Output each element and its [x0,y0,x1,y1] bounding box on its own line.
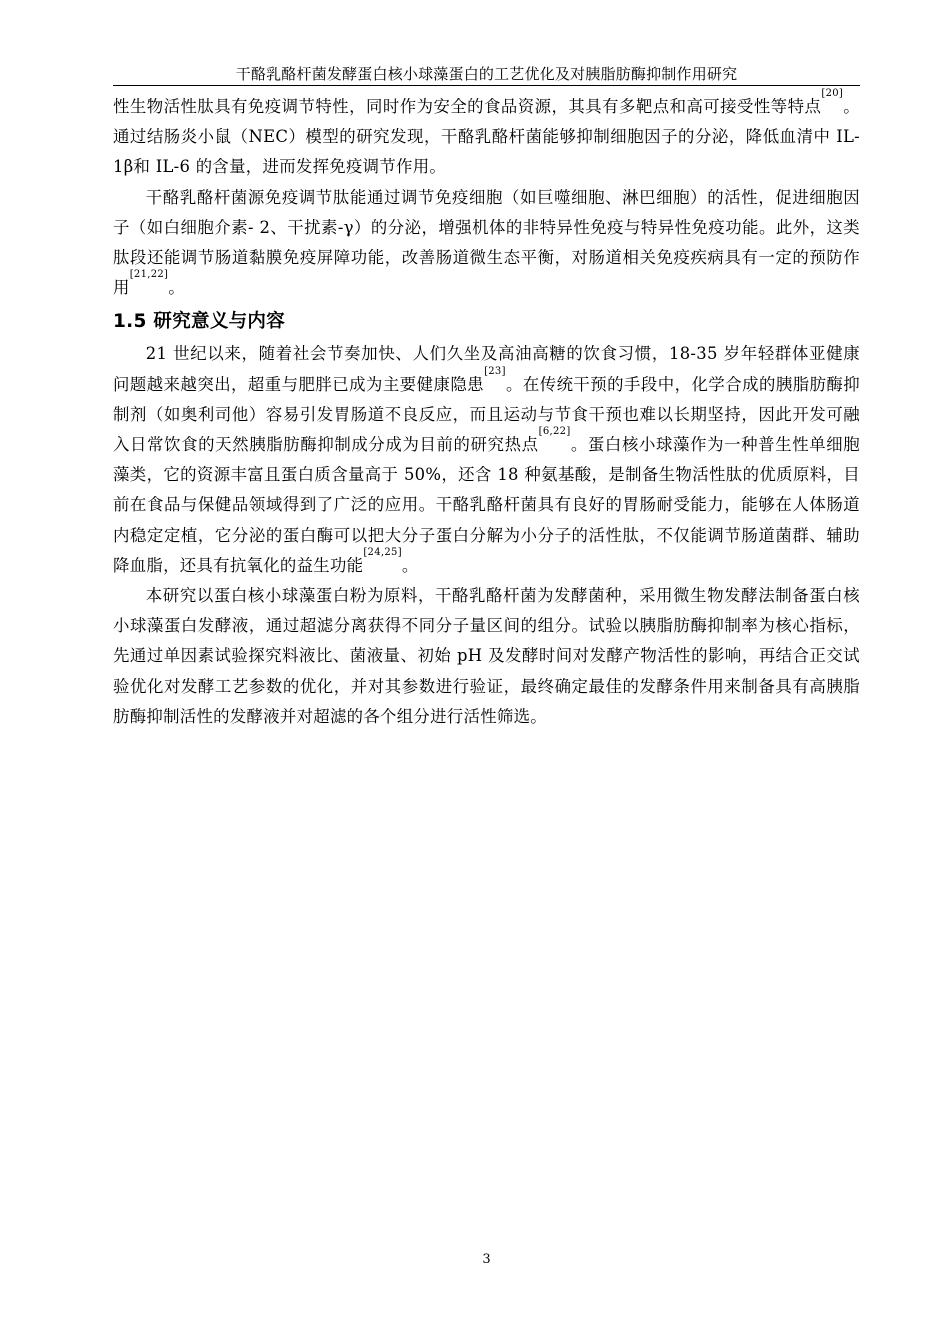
paragraph-research-content: 本研究以蛋白核小球藻蛋白粉为原料，干酪乳酪杆菌为发酵菌种，采用微生物发酵法制备蛋白核小球藻蛋白发酵液，通过超滤分离获得不同分子量区间的组分。试验以胰脂肪酶抑制率为核心指标，先通过单因素试验探究料液比、菌液量、初始 pH 及发酵时间对发酵产物活性的影响，再结合正交试验优化对发酵工艺参数的优化，并对其参数进行验证，最终确定最佳的发酵条件用来制备具有高胰脂肪酶抑制活性的发酵液并对超滤的各个组分进行活性筛选。 [113,586,860,726]
paragraph-text: 性生物活性肽具有免疫调节特性，同时作为安全的食品资源，其具有多靶点和高可接受性等特点 [113,97,822,116]
paragraph-text: 。 [168,278,185,298]
paragraph-text: 21 世纪以来，随着社会节奏加快、人们久坐及高油高糖的饮食习惯，18-35 岁年轻群体亚健康问题越来越突出，超重与肥胖已成为主要健康隐患 [113,344,860,394]
paragraph-continued [113,88,860,183]
citation: [24,25] [363,546,402,558]
paragraph-text: 。通过结肠炎小鼠（NEC）模型的研究发现，干酪乳酪杆菌能够抑制细胞因子的分泌，降低血清中 IL-1β和 IL-6 的含量，进而发挥免疫调节作用。 [113,97,860,177]
citation: [20] [821,88,844,99]
paragraph-text: 干酪乳酪杆菌源免疫调节肽能通过调节免疫细胞（如巨噬细胞、淋巴细胞）的活性，促进细胞因子（如白细胞介素- 2、干扰素-γ）的分泌，增强机体的非特异性免疫与特异性免疫功能。此外，这类肽段还能调节肠道黏膜免疫屏障功能，改善肠道微生态平衡，对肠道相关免疫疾病具有一定的预防作用 [113,187,860,298]
paragraph-research-significance [113,339,860,581]
paragraph-text: 。 [401,555,419,575]
citation: [21,22] [129,269,169,281]
page-number: 3 [482,1252,491,1267]
header-rule [113,85,860,86]
body-text [113,88,860,732]
section-heading: 1.5 研究意义与内容 [113,311,286,333]
running-header: 干酪乳酪杆菌发酵蛋白核小球藻蛋白的工艺优化及对胰脂肪酶抑制作用研究 [235,65,738,83]
citation: [6,22] [538,426,571,438]
paragraph-immunomodulatory-peptides [113,183,860,304]
citation: [23] [484,365,506,377]
paragraph-text: 。在传统干预的手段中，化学合成的胰脂肪酶抑制剂（如奥利司他）容易引发胃肠道不良反应，而且运动与节食干预也难以长期坚持，因此开发可融入日常饮食的天然胰脂肪酶抑制成分成为目前的研究热点 [113,374,860,455]
paragraph-text: 。蛋白核小球藻作为一种普生性单细胞藻类，它的资源丰富且蛋白质含量高于 50%，还含 18 种氨基酸，是制备生物活性肽的优质原料，目前在食品与保健品领域得到了广泛的应用。干酪乳酪杆菌具有良好的胃肠耐受能力，能够在人体肠道内稳定定植，它分泌的蛋白酶可以把大分子蛋白分解为小分子的活性肽，不仅能调节肠道菌群、辅助降血脂，还具有抗氧化的益生功能 [113,435,860,575]
